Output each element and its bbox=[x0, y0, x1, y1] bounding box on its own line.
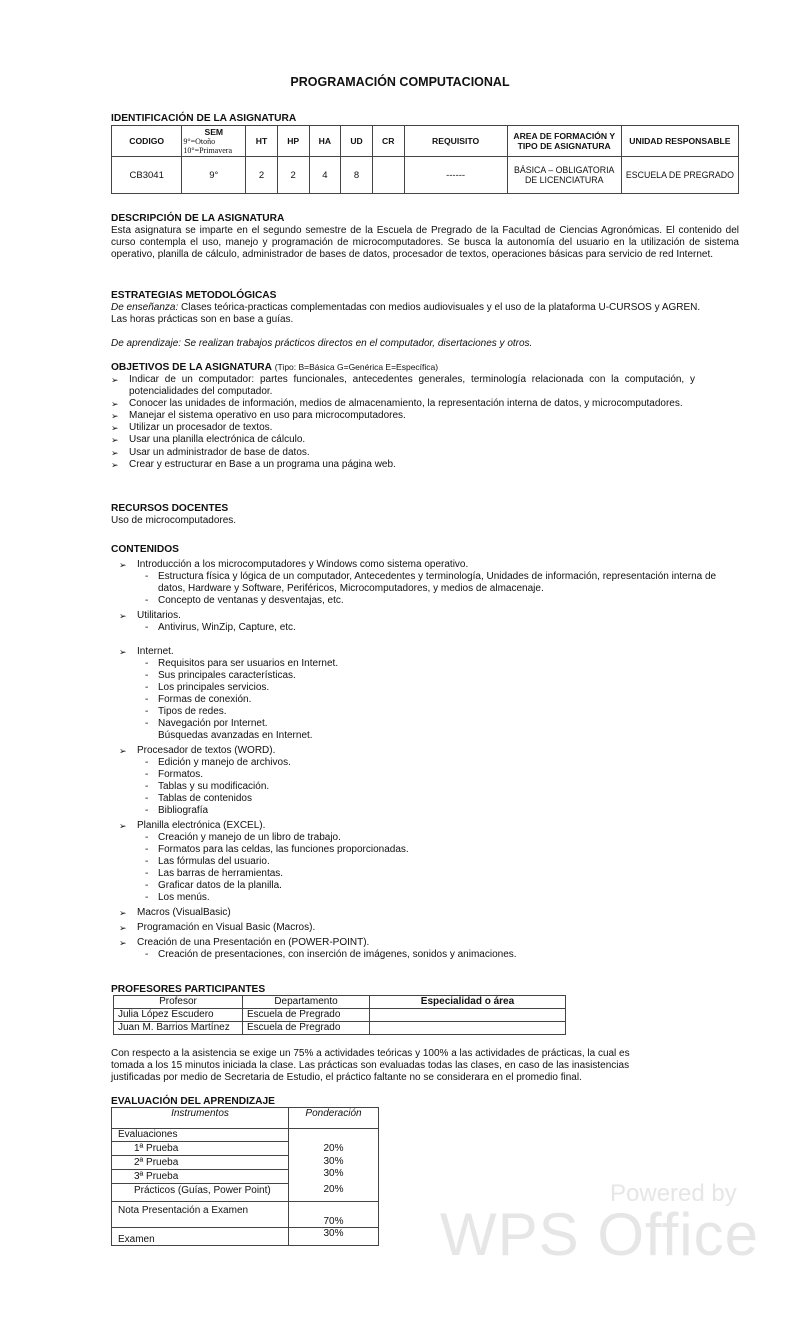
arrow-bullet-icon: ➢ bbox=[111, 435, 119, 446]
prof-depto: Escuela de Pregrado bbox=[243, 1009, 370, 1022]
list-item bbox=[111, 374, 695, 398]
content-subitem bbox=[111, 622, 741, 634]
content-subitem-text: Formatos. bbox=[158, 769, 204, 780]
dash-bullet: - bbox=[145, 571, 149, 582]
content-item-label: Macros (VisualBasic) bbox=[137, 907, 231, 918]
dash-bullet: - bbox=[145, 670, 149, 681]
eval-col-instrumentos: Instrumentos bbox=[112, 1108, 289, 1129]
prof-depto: Escuela de Pregrado bbox=[243, 1022, 370, 1035]
dash-bullet: - bbox=[145, 844, 149, 855]
content-subitem bbox=[111, 658, 741, 670]
content-subitem bbox=[111, 571, 741, 595]
content-subitem-text: Graficar datos de la planilla. bbox=[158, 880, 282, 891]
objetivos-tipo-note: (Tipo: B=Básica G=Genérica E=Específica) bbox=[274, 362, 439, 372]
profesores-table bbox=[113, 995, 566, 1035]
eval-p2: 30% bbox=[323, 1155, 344, 1167]
content-subitem bbox=[111, 805, 741, 817]
dash-bullet: - bbox=[145, 868, 149, 879]
objetivos-heading-line bbox=[111, 362, 438, 373]
prof-esp bbox=[370, 1022, 566, 1035]
content-subitem bbox=[111, 844, 741, 856]
content-item-label: Planilla electrónica (EXCEL). bbox=[137, 820, 266, 831]
estrategias-heading: ESTRATEGIAS METODOLÓGICAS bbox=[111, 290, 277, 301]
cell-ht: 2 bbox=[246, 157, 278, 194]
eval-practicos: Prácticos (Guías, Power Point) bbox=[112, 1183, 288, 1198]
content-item-label: Procesador de textos (WORD). bbox=[137, 745, 276, 756]
eval-prueba2: 2ª Prueba bbox=[112, 1155, 288, 1169]
list-item bbox=[111, 434, 695, 446]
page-title: PROGRAMACIÓN COMPUTACIONAL bbox=[290, 75, 510, 89]
content-subitem bbox=[111, 682, 741, 694]
content-subitem-text: Las fórmulas del usuario. bbox=[158, 856, 270, 867]
content-subitem bbox=[111, 769, 741, 781]
content-subitem bbox=[111, 694, 741, 706]
prof-name: Julia López Escudero bbox=[114, 1009, 243, 1022]
prof-col-profesor: Profesor bbox=[114, 996, 243, 1009]
content-item-label: Programación en Visual Basic (Macros). bbox=[137, 922, 316, 933]
content-subitem bbox=[111, 706, 741, 718]
objetivos-heading: OBJETIVOS DE LA ASIGNATURA bbox=[111, 362, 272, 373]
arrow-bullet-icon: ➢ bbox=[119, 821, 127, 831]
list-item bbox=[111, 410, 695, 422]
asistencia-text: Con respecto a la asistencia se exige un 75% a actividades teóricas y 100% a las actividades de prácticas, la cual es tomada a los 15 minutos iniciada la clase. Las prácticas son evaluadas todas las clases, en caso de las inasistencias justificadas por medio de Secretaria de Estudio, el práctico faltante no se considerara en el promedio final. bbox=[111, 1048, 630, 1084]
dash-bullet: - bbox=[145, 706, 149, 717]
list-item-text: Usar un administrador de base de datos. bbox=[129, 446, 310, 458]
col-hp: HP bbox=[277, 126, 309, 157]
content-item bbox=[111, 745, 741, 757]
content-subitem bbox=[111, 595, 741, 607]
content-subitem bbox=[111, 718, 741, 730]
arrow-bullet-icon: ➢ bbox=[111, 423, 119, 434]
arrow-bullet-icon: ➢ bbox=[111, 399, 119, 410]
recursos-text: Uso de microcomputadores. bbox=[111, 515, 237, 526]
content-item bbox=[111, 922, 741, 934]
content-subitem-text: Los principales servicios. bbox=[158, 682, 270, 693]
eval-evaluaciones-label: Evaluaciones bbox=[118, 1129, 178, 1140]
content-subitem-text: Formas de conexión. bbox=[158, 694, 252, 705]
dash-bullet: - bbox=[145, 892, 149, 903]
cell-requisito: ------ bbox=[404, 157, 507, 194]
list-item bbox=[111, 422, 695, 434]
content-subitem bbox=[111, 781, 741, 793]
dash-bullet: - bbox=[145, 856, 149, 867]
arrow-bullet-icon: ➢ bbox=[111, 447, 119, 458]
arrow-bullet-icon: ➢ bbox=[111, 375, 119, 385]
eval-ponderaciones-cell bbox=[289, 1129, 379, 1202]
col-codigo: CODIGO bbox=[112, 126, 182, 157]
watermark-wps-office: WPS Office bbox=[440, 1201, 759, 1268]
objetivos-list bbox=[111, 374, 695, 471]
arrow-bullet-icon: ➢ bbox=[119, 560, 127, 570]
eval-prueba1: 1ª Prueba bbox=[112, 1141, 288, 1155]
cell-hp: 2 bbox=[277, 157, 309, 194]
dash-bullet: - bbox=[145, 781, 149, 792]
contenidos-list bbox=[111, 559, 741, 961]
content-subitem-text: Edición y manejo de archivos. bbox=[158, 757, 291, 768]
content-subitem bbox=[111, 949, 741, 961]
arrow-bullet-icon: ➢ bbox=[111, 411, 119, 422]
arrow-bullet-icon: ➢ bbox=[119, 908, 127, 918]
col-ha: HA bbox=[309, 126, 341, 157]
col-requisito: REQUISITO bbox=[404, 126, 507, 157]
cell-sem: 9° bbox=[182, 157, 246, 194]
dash-bullet: - bbox=[145, 757, 149, 768]
content-item-label: Utilitarios. bbox=[137, 610, 181, 621]
content-item bbox=[111, 907, 741, 919]
prof-col-especialidad: Especialidad o área bbox=[370, 996, 566, 1009]
content-subitem bbox=[111, 832, 741, 844]
content-subitem-text: Concepto de ventanas y desventajas, etc. bbox=[158, 595, 344, 606]
content-subitem-text: Antivirus, WinZip, Capture, etc. bbox=[158, 622, 296, 633]
eval-prueba3: 3ª Prueba bbox=[112, 1169, 288, 1183]
col-cr: CR bbox=[372, 126, 404, 157]
dash-bullet: - bbox=[145, 769, 149, 780]
content-subitem bbox=[111, 856, 741, 868]
dash-bullet: - bbox=[145, 805, 149, 816]
content-subitem bbox=[111, 793, 741, 805]
dash-bullet: - bbox=[145, 694, 149, 705]
dash-bullet: - bbox=[145, 595, 149, 606]
eval-examen-pct: 30% bbox=[289, 1228, 379, 1246]
watermark-powered-by: Powered by bbox=[610, 1180, 737, 1207]
col-ud: UD bbox=[341, 126, 373, 157]
content-subitem-text: Requisitos para ser usuarios en Internet. bbox=[158, 658, 339, 669]
content-item-label: Introducción a los microcomputadores y Windows como sistema operativo. bbox=[137, 559, 469, 570]
content-item bbox=[111, 820, 741, 832]
content-item-label: Creación de una Presentación en (POWER-POINT). bbox=[137, 937, 370, 948]
arrow-bullet-icon: ➢ bbox=[119, 611, 127, 621]
list-item bbox=[111, 398, 695, 410]
content-subitem-text: Formatos para las celdas, las funciones proporcionadas. bbox=[158, 844, 409, 855]
list-item bbox=[111, 447, 695, 459]
arrow-bullet-icon: ➢ bbox=[119, 923, 127, 933]
dash-bullet: - bbox=[145, 622, 149, 633]
content-subitem-text: Sus principales características. bbox=[158, 670, 296, 681]
dash-bullet: - bbox=[145, 793, 149, 804]
list-item-text: Conocer las unidades de información, medios de almacenamiento, la representación interna de datos, y microcomputadores. bbox=[129, 398, 683, 410]
arrow-bullet-icon: ➢ bbox=[111, 459, 119, 470]
content-subitem-text: Estructura física y lógica de un computador, Antecedentes y terminología, Unidades de información, representación interna de datos, Hardware y Software, Periféricos, Microcomputadores, y medios de almacenaje. bbox=[158, 571, 717, 594]
identificacion-heading: IDENTIFICACIÓN DE LA ASIGNATURA bbox=[111, 113, 297, 124]
arrow-bullet-icon: ➢ bbox=[119, 647, 127, 657]
content-subitem-text: Los menús. bbox=[158, 892, 210, 903]
prof-col-departamento: Departamento bbox=[243, 996, 370, 1009]
prof-name: Juan M. Barrios Martínez bbox=[114, 1022, 243, 1035]
list-item-text: Utilizar un procesador de textos. bbox=[129, 422, 273, 434]
cell-ud: 8 bbox=[341, 157, 373, 194]
eval-examen-label: Examen bbox=[112, 1228, 289, 1246]
col-ht: HT bbox=[246, 126, 278, 157]
content-subitem-text: Tablas de contenidos bbox=[158, 793, 252, 804]
content-subitem-text: Navegación por Internet. bbox=[158, 718, 268, 729]
content-subitem bbox=[111, 880, 741, 892]
content-subitem bbox=[111, 892, 741, 904]
eval-evaluaciones-cell bbox=[112, 1129, 289, 1202]
list-item-text: Crear y estructurar en Base a un programa una página web. bbox=[129, 458, 396, 470]
cell-area: BÁSICA – OBLIGATORIA DE LICENCIATURA bbox=[507, 157, 621, 194]
dash-bullet: - bbox=[145, 682, 149, 693]
evaluacion-table bbox=[111, 1107, 379, 1246]
estrategias-ensenanza: De enseñanza: Clases teórica-practicas complementadas con medios audiovisuales y el uso de la plataforma U-CURSOS y AGREN. Las horas prácticas son en base a guías. bbox=[111, 302, 701, 326]
eval-nota-label: Nota Presentación a Examen bbox=[112, 1202, 289, 1228]
content-item bbox=[111, 610, 741, 622]
arrow-bullet-icon: ➢ bbox=[119, 938, 127, 948]
list-item-text: Usar una planilla electrónica de cálculo. bbox=[129, 434, 306, 446]
descripcion-heading: DESCRIPCIÓN DE LA ASIGNATURA bbox=[111, 213, 285, 224]
content-item bbox=[111, 559, 741, 571]
eval-nota-pct: 70% bbox=[289, 1202, 379, 1228]
cell-unidad: ESCUELA DE PREGRADO bbox=[621, 157, 738, 194]
cell-codigo: CB3041 bbox=[112, 157, 182, 194]
identificacion-table bbox=[111, 125, 739, 194]
eval-col-ponderacion: Ponderación bbox=[289, 1108, 379, 1129]
content-subitem bbox=[111, 670, 741, 682]
content-item-label: Internet. bbox=[137, 646, 174, 657]
estrategias-aprendizaje: De aprendizaje: Se realizan trabajos prácticos directos en el computador, disertaciones y otros. bbox=[111, 338, 533, 349]
cell-ha: 4 bbox=[309, 157, 341, 194]
col-unidad: UNIDAD RESPONSABLE bbox=[621, 126, 738, 157]
table-row bbox=[114, 1022, 566, 1035]
arrow-bullet-icon: ➢ bbox=[119, 746, 127, 756]
content-subitem-text: Tablas y su modificación. bbox=[158, 781, 270, 792]
evaluacion-heading: EVALUACIÓN DEL APRENDIZAJE bbox=[111, 1096, 275, 1107]
content-item bbox=[111, 937, 741, 949]
dash-bullet: - bbox=[145, 949, 149, 960]
list-item bbox=[111, 459, 695, 471]
eval-p3: 30% bbox=[323, 1168, 344, 1179]
prof-esp bbox=[370, 1009, 566, 1022]
contenidos-heading: CONTENIDOS bbox=[111, 544, 179, 555]
dash-bullet: - bbox=[145, 832, 149, 843]
content-subitem-text: Creación y manejo de un libro de trabajo. bbox=[158, 832, 341, 843]
dash-bullet: - bbox=[145, 658, 149, 669]
content-subitem-text: Las barras de herramientas. bbox=[158, 868, 284, 879]
content-subitem bbox=[111, 757, 741, 769]
eval-p1: 20% bbox=[323, 1143, 344, 1154]
list-item-text: Indicar de un computador: partes funcionales, antecedentes generales, terminología relacionada con la computación, y potencialidades del computador. bbox=[129, 374, 695, 398]
cell-cr bbox=[372, 157, 404, 194]
content-subitem-extra: Búsquedas avanzadas en Internet. bbox=[158, 730, 313, 741]
content-subitem-text: Bibliografía bbox=[158, 805, 209, 816]
content-subitem-text: Creación de presentaciones, con inserción de imágenes, sonidos y animaciones. bbox=[158, 949, 517, 960]
content-subitem bbox=[111, 868, 741, 880]
col-sem: SEM 9°=Otoño 10°=Primavera bbox=[182, 126, 246, 157]
table-row bbox=[114, 1009, 566, 1022]
content-item bbox=[111, 646, 741, 658]
profesores-heading: PROFESORES PARTICIPANTES bbox=[111, 984, 266, 995]
recursos-heading: RECURSOS DOCENTES bbox=[111, 503, 229, 514]
dash-bullet: - bbox=[145, 880, 149, 891]
col-area: AREA DE FORMACIÓN Y TIPO DE ASIGNATURA bbox=[507, 126, 621, 157]
eval-p4: 20% bbox=[323, 1183, 344, 1195]
list-item-text: Manejar el sistema operativo en uso para microcomputadores. bbox=[129, 410, 406, 422]
content-subitem-text: Tipos de redes. bbox=[158, 706, 227, 717]
descripcion-text: Esta asignatura se imparte en el segundo semestre de la Escuela de Pregrado de la Facultad de Ciencias Agronómicas. El contenido del curso contempla el uso, manejo y programación de microcomputadores. Se busca la autonomía del usuario en la utilización de sistema operativo, planilla de cálculo, administrador de bases de datos, procesador de textos, operaciones básicas para servicio de red Internet. bbox=[111, 225, 739, 261]
dash-bullet: - bbox=[145, 718, 149, 729]
